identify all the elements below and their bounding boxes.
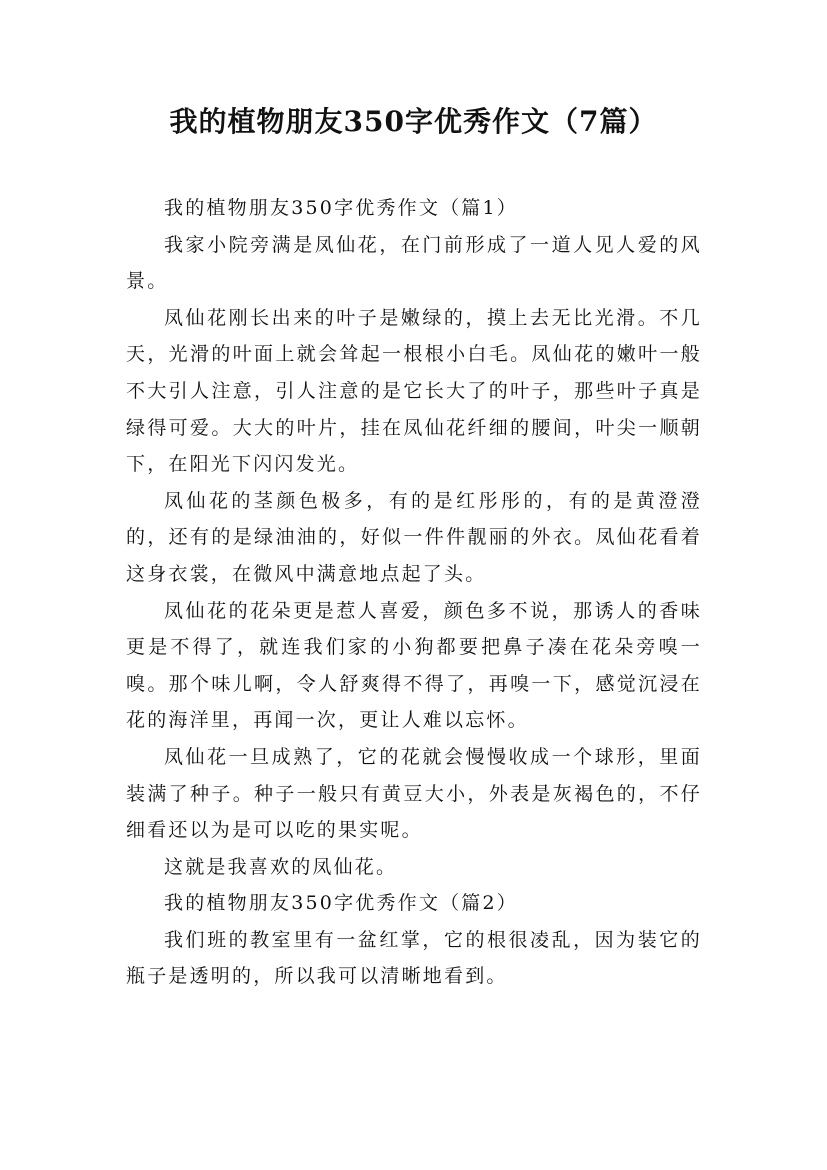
section-heading-2: 我的植物朋友350字优秀作文（篇2） bbox=[164, 892, 518, 915]
document-title: 我的植物朋友350字优秀作文（7篇） bbox=[169, 105, 658, 138]
paragraph: 凤仙花的花朵更是惹人喜爱，颜色多不说，那诱人的香味更是不得了，就连我们家的小狗都要把鼻子凑在花朵旁嗅一嗅。那个味儿啊，令人舒爽得不得了，再嗅一下，感觉沉浸在花的海洋里，再闻一次，更让人难以忘怀。 bbox=[126, 599, 702, 732]
section-heading-1: 我的植物朋友350字优秀作文（篇1） bbox=[164, 197, 518, 219]
paragraph: 这就是我喜欢的凤仙花。 bbox=[164, 855, 398, 878]
document-body bbox=[126, 190, 702, 995]
paragraph: 我们班的教室里有一盆红掌，它的根很凌乱，因为装它的瓶子是透明的，所以我可以清晰地看到。 bbox=[126, 928, 702, 988]
paragraph: 凤仙花一旦成熟了，它的花就会慢慢收成一个球形，里面装满了种子。种子一般只有黄豆大小，外表是灰褐色的，不仔细看还以为是可以吃的果实呢。 bbox=[126, 745, 702, 842]
paragraph: 凤仙花刚长出来的叶子是嫩绿的，摸上去无比光滑。不几天，光滑的叶面上就会耸起一根根小白毛。凤仙花的嫩叶一般不大引人注意，引人注意的是它长大了的叶子，那些叶子真是绿得可爱。大大的叶片，挂在凤仙花纤细的腰间，叶尖一顺朝下，在阳光下闪闪发光。 bbox=[126, 306, 702, 476]
paragraph: 凤仙花的茎颜色极多，有的是红彤彤的，有的是黄澄澄的，还有的是绿油油的，好似一件件靓丽的外衣。凤仙花看着这身衣裳，在微风中满意地点起了头。 bbox=[126, 489, 702, 585]
paragraph: 我家小院旁满是凤仙花，在门前形成了一道人见人爱的风景。 bbox=[126, 233, 702, 293]
